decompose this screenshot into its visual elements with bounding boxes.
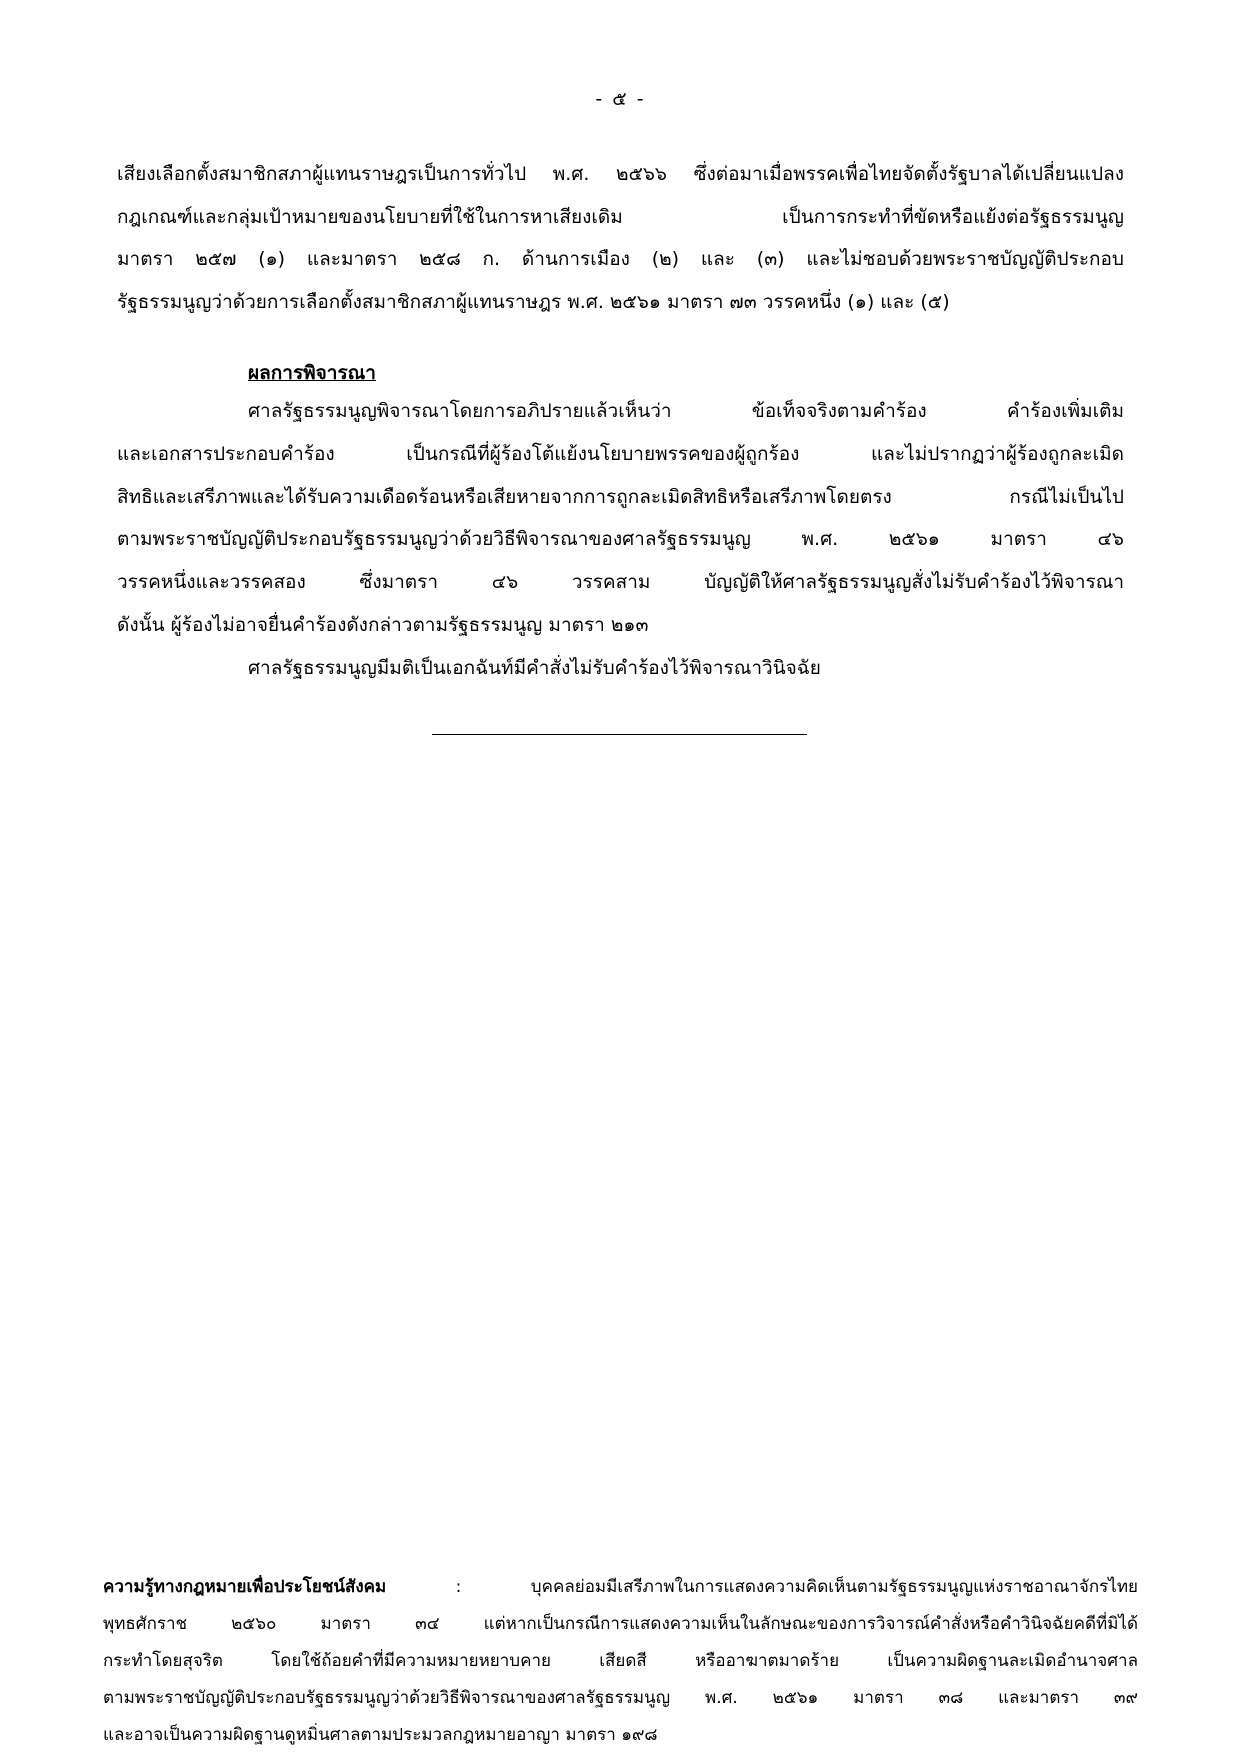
section-heading: ผลการพิจารณา xyxy=(248,362,376,384)
page-number: - ๕ - xyxy=(595,88,646,110)
footer-label: ความรู้ทางกฎหมายเพื่อประโยชน์สังคม xyxy=(103,1577,387,1597)
footer-line: พุทธศักราช ๒๕๖๐ มาตรา ๓๔ แต่หากเป็นกรณีการแสดงความเห็นในลักษณะของการวิจารณ์คำสั่งหรือคำวินิจฉัยคดีที่มิได้ xyxy=(103,1614,1138,1634)
decision-line: ศาลรัฐธรรมนูญมีมติเป็นเอกฉันท์มีคำสั่งไม่รับคำร้องไว้พิจารณาวินิจฉัย xyxy=(248,657,821,679)
intro-line: เสียงเลือกตั้งสมาชิกสภาผู้แทนราษฎรเป็นการทั่วไป พ.ศ. ๒๕๖๖ ซึ่งต่อมาเมื่อพรรคเพื่อไทยจัดตั้งรัฐบาลได้เปลี่ยนแปลง xyxy=(117,163,1124,185)
intro-line: รัฐธรรมนูญว่าด้วยการเลือกตั้งสมาชิกสภาผู้แทนราษฎร พ.ศ. ๒๕๖๑ มาตรา ๗๓ วรรคหนึ่ง (๑) และ (๕) xyxy=(117,291,950,313)
consideration-line: ศาลรัฐธรรมนูญพิจารณาโดยการอภิปรายแล้วเห็นว่า ข้อเท็จจริงตามคำร้อง คำร้องเพิ่มเติม xyxy=(248,400,1124,422)
consideration-line: ตามพระราชบัญญัติประกอบรัฐธรรมนูญว่าด้วยวิธีพิจารณาของศาลรัฐธรรมนูญ พ.ศ. ๒๕๖๑ มาตรา ๔๖ xyxy=(117,528,1124,550)
footer-line: ตามพระราชบัญญัติประกอบรัฐธรรมนูญว่าด้วยวิธีพิจารณาของศาลรัฐธรรมนูญ พ.ศ. ๒๕๖๑ มาตรา ๓๘ และมาตรา ๓๙ xyxy=(103,1688,1138,1708)
consideration-line: สิทธิและเสรีภาพและได้รับความเดือดร้อนหรือเสียหายจากการถูกละเมิดสิทธิหรือเสรีภาพโดยตรง กรณีไม่เป็นไป xyxy=(117,486,1124,508)
footer-line: และอาจเป็นความผิดฐานดูหมิ่นศาลตามประมวลกฎหมายอาญา มาตรา ๑๙๘ xyxy=(103,1725,658,1745)
footer-separator: : xyxy=(386,1577,531,1597)
footer-first-text: บุคคลย่อมมีเสรีภาพในการแสดงความคิดเห็นตามรัฐธรรมนูญแห่งราชอาณาจักรไทย xyxy=(530,1577,1138,1597)
intro-line: มาตรา ๒๕๗ (๑) และมาตรา ๒๕๘ ก. ด้านการเมือง (๒) และ (๓) และไม่ชอบด้วยพระราชบัญญัติประกอบ xyxy=(117,248,1124,270)
consideration-line: และเอกสารประกอบคำร้อง เป็นกรณีที่ผู้ร้องโต้แย้งนโยบายพรรคของผู้ถูกร้อง และไม่ปรากฏว่าผู้ร้องถูกละเมิด xyxy=(117,443,1124,465)
consideration-line: วรรคหนึ่งและวรรคสอง ซึ่งมาตรา ๔๖ วรรคสาม บัญญัติให้ศาลรัฐธรรมนูญสั่งไม่รับคำร้องไว้พิจารณา xyxy=(117,571,1124,593)
footer-first-line xyxy=(103,1575,1138,1599)
end-divider xyxy=(432,734,807,735)
footer-line: กระทำโดยสุจริต โดยใช้ถ้อยคำที่มีความหมายหยาบคาย เสียดสี หรืออาฆาตมาดร้าย เป็นความผิดฐานละเมิดอำนาจศาล xyxy=(103,1651,1138,1671)
consideration-line: ดังนั้น ผู้ร้องไม่อาจยื่นคำร้องดังกล่าวตามรัฐธรรมนูญ มาตรา ๒๑๓ xyxy=(117,614,649,636)
intro-line: กฎเกณฑ์และกลุ่มเป้าหมายของนโยบายที่ใช้ในการหาเสียงเดิม เป็นการกระทำที่ขัดหรือแย้งต่อรัฐธรรมนูญ xyxy=(117,206,1124,228)
